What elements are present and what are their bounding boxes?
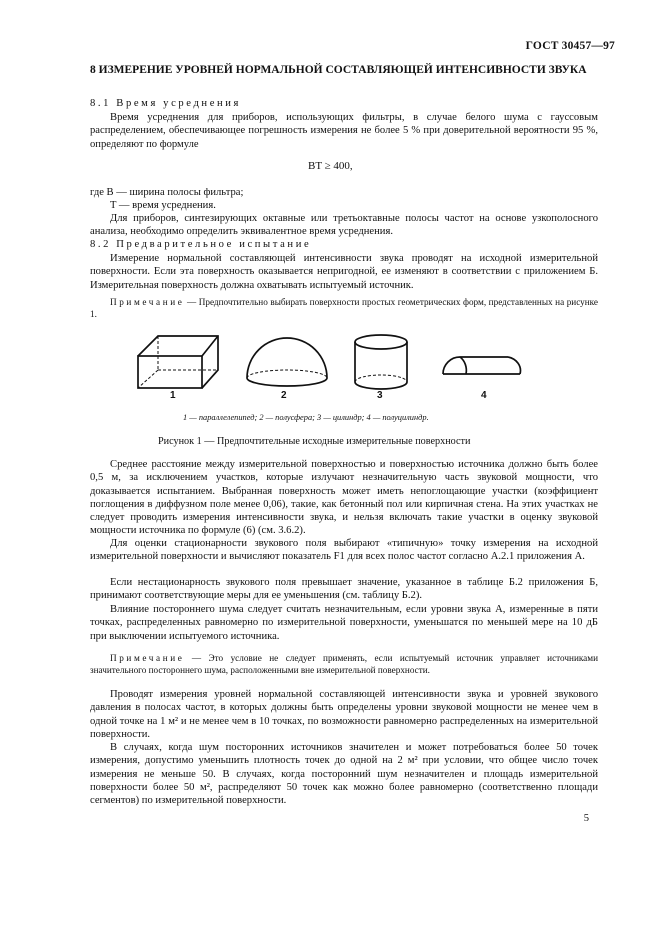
formula-where-t: T — время усреднения. — [110, 200, 216, 211]
paragraph-8-2-intro: Измерение нормальной составляющей интенсивности звука проводят на исходной измерительной поверхности. Если эта поверхность оказывается непригодной, ее изменяют в соответствии с приложением Б. Измерительная поверхность должна охватывать испытуемый источник. — [90, 253, 598, 291]
paragraph-8-1-synth: Для приборов, синтезирующих октавные или третьоктавные полосы частот на основе узкополосного анализа, необходимо определить эквивалентное время усреднения. — [90, 213, 598, 238]
page-number: 5 — [583, 813, 589, 824]
paragraph-stationarity: Для оценки стационарности звукового поля выбирают «типичную» точку измерения на исходной измерительной поверхности и вычисляют показатель F1 для всех полос частот согласно А.2.1 приложения А. — [90, 538, 598, 563]
half-cylinder-shape — [443, 357, 520, 374]
note-2-text: — Это условие не следует применять, если испытуемый источник управляет источниками значительного постороннего шума, расположенными вне измерительной поверхности. — [90, 653, 598, 675]
section-title: 8 ИЗМЕРЕНИЕ УРОВНЕЙ НОРМАЛЬНОЙ СОСТАВЛЯЮЩЕЙ ИНТЕНСИВНОСТИ ЗВУКА — [90, 64, 587, 76]
figure-caption: Рисунок 1 — Предпочтительные исходные измерительные поверхности — [158, 436, 471, 447]
paragraph-distance: Среднее расстояние между измерительной поверхностью и поверхностью источника должно быть более 0,5 м, за исключением участков, которые излучают незначительную часть звуковой мощности, что доказывается испытанием. Выбранная поверхность может иметь непоглощающие участки (коэффициент поглощения в диффузном поле менее 0,06), такие, как бетонный пол или кирпичная стена. На этих участках не следует проводить измерения интенсивности звука, и нельзя включать такие участки в оценку звуковой мощности источника по формуле (6) (см. 3.6.2). — [90, 459, 598, 537]
cylinder-shape — [355, 335, 407, 389]
figure-1 — [130, 326, 530, 408]
subsection-8-2-heading: 8.2 Предварительное испытание — [90, 239, 312, 250]
paragraph-extraneous-noise: В случаях, когда шум посторонних источников значителен и может потребоваться более 50 точек измерения, допустимо уменьшить плотность точек до одной на 2 м² при условии, что общее число точек измерения не меньше 50. В случаях, когда посторонний шум незначителен и площадь измерительной поверхности более 50 м², распределяют 50 точек как можно более равномерно (соответственно площади сегментов) по измерительной поверхности. — [90, 742, 598, 807]
hemisphere-shape — [247, 338, 327, 386]
parallelepiped-shape — [138, 336, 218, 388]
figure-label-4: 4 — [481, 390, 487, 401]
paragraph-noise-influence: Влияние постороннего шума следует считать незначительным, если уровни звука А, измеренные в пяти точках, распределенных равномерно по измерительной поверхности, уменьшатся по меньшей мере на 10 дБ при выключении испытуемого источника. — [90, 604, 598, 642]
figure-label-3: 3 — [377, 390, 383, 401]
figure-legend: 1 — параллелепипед; 2 — полусфера; 3 — цилиндр; 4 — полуцилиндр. — [183, 413, 429, 422]
note-1 — [90, 297, 598, 320]
figure-1-drawing — [130, 326, 530, 408]
paragraph-measurement-points: Проводят измерения уровней нормальной составляющей интенсивности звука и уровней звукового давления в полосах частот, в которых должны быть определены уровни звуковой мощности не менее чем в одной точке на 1 м² и не менее чем в 10 точках, по возможности равномерно распределенных на измерительной поверхности. — [90, 689, 598, 740]
formula-bt: BT ≥ 400, — [308, 160, 353, 172]
standard-header: ГОСТ 30457—97 — [525, 40, 615, 52]
paragraph-nonstationarity: Если нестационарность звукового поля превышает значение, указанное в таблице Б.2 приложения Б, принимают соответствующие меры для ее уменьшения (см. таблицу Б.2). — [90, 577, 598, 602]
figure-label-2: 2 — [281, 390, 287, 401]
note-2 — [90, 653, 598, 676]
formula-where-b: где B — ширина полосы фильтра; — [90, 187, 244, 198]
subsection-8-1-heading: 8.1 Время усреднения — [90, 98, 242, 109]
note-2-label: Примечание — [110, 653, 185, 663]
figure-label-1: 1 — [170, 390, 176, 401]
paragraph-8-1-intro: Время усреднения для приборов, использующих фильтры, в случае белого шума с гауссовым распределением, обеспечивающее погрешность измерения не более 5 % при доверительной вероятности 95 %, определяют по формуле — [90, 112, 598, 150]
note-1-text: — Предпочтительно выбирать поверхности простых геометрических форм, представленных на рисунке 1. — [90, 297, 598, 319]
note-1-label: Примечание — [110, 297, 185, 307]
